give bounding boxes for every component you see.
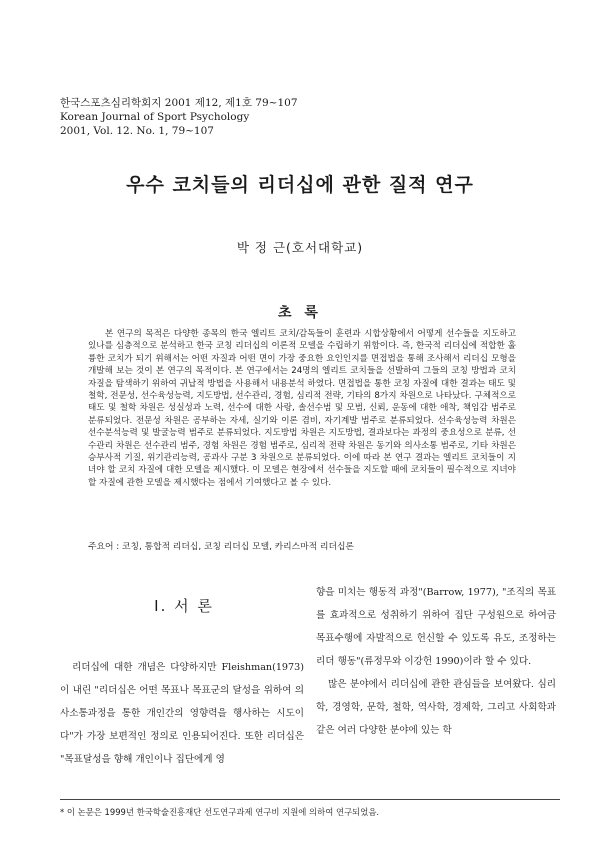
journal-line-english: Korean Journal of Sport Psychology <box>60 111 250 123</box>
left-column <box>60 656 304 771</box>
journal-line-korean: 한국스포츠심리학회지 2001 제12, 제1호 79~107 <box>60 97 298 109</box>
abstract-heading: 초 록 <box>278 305 322 321</box>
footnote-divider <box>60 799 560 800</box>
journal-header <box>60 96 298 138</box>
intro-paragraph-1-continued: 향을 미치는 행동적 과정"(Barrow, 1977), "조직의 목표를 효과적으로 성취하기 위하여 집단 구성원으로 하여금 목표수행에 자발적으로 헌신할 수 있도록 유도, 조정하는 리더 행동"(류정무와 이강헌 1990)이라 할 수 있다. <box>316 587 556 667</box>
intro-paragraph-1: 리더십에 대한 개념은 다양하지만 Fleishman(1973)이 내린 "리더십은 어떤 목표나 목표군의 달성을 위하여 의사소통과정을 통한 개인간의 영향력을 행사하는 시도이다"가 가장 보편적인 정의로 인용되어진다. 또한 리더십은 "목표달성을 향해 개인이나 집단에게 영 <box>60 662 304 765</box>
right-column <box>316 581 556 742</box>
journal-line-volume: 2001, Vol. 12. No. 1, 79~107 <box>60 125 214 137</box>
abstract-body: 본 연구의 목적은 다양한 종목의 한국 엘리트 코치/감독들이 훈련과 시합상황에서 어떻게 선수들을 지도하고 있나를 심층적으로 분석하고 한국 코칭 리더십의 이론적 모델을 수립하기 위함이다. 즉, 한국적 리더십에 적합한 훌륭한 코치가 되기 위해서는 어떤 자질과 어떤 면이 가장 중요한 요인인지를 면접법을 통해 조사해서 리더십 모형을 개발해 보는 것이 본 연구의 목적이다. 본 연구에서는 24명의 엘리트 코치들을 선발하여 그들의 코칭 방법과 코치 자질을 탐색하기 위하여 귀납적 방법을 사용해서 내용분석 하였다. 면접법을 통한 코칭 자질에 대한 결과는 태도 및 철학, 전문성, 선수육성능력, 지도방법, 선수관리, 경험, 심리적 전략, 기타의 8가지 차원으로 나타났다. 구체적으로 태도 및 철학 차원은 성실성과 노력, 선수에 대한 사랑, 솔선수범 및 모범, 신뢰, 운동에 대한 애착, 책임감 범주로 분류되었다. 전문성 차원은 공부하는 자세, 실기와 이론 겸비, 자기계발 범주로 분류되었다. 선수육성능력 차원은 선수분석능력 및 발굴능력 범주로 분류되었다. 지도방법 차원은 지도방법, 결과보다는 과정의 중요성으로 분류, 선수관리 차원은 선수관리 범주, 경험 차원은 경험 범주로, 심리적 전략 차원은 동기와 의사소통 범주로, 기타 차원은 승부사적 기질, 위기관리능력, 공과사 구분 3 차원으로 분류되었다. 이에 따라 본 연구 결과는 엘리트 코치들이 지녀야 할 코치 자질에 대한 모델을 제시했다. 이 모델은 현장에서 선수들을 지도할 때에 코치들이 필수적으로 지녀야 할 자질에 관한 모델을 제시했다는 점에서 기여했다고 볼 수 있다. <box>88 329 516 488</box>
keywords: 주요어 : 코칭, 통합적 리더십, 코칭 리더십 모델, 카리스마적 리더십론 <box>88 542 354 552</box>
footnote: * 이 논문은 1999년 한국학술진흥재단 선도연구과제 연구비 지원에 의하여 연구되었음. <box>60 807 380 817</box>
section-heading-introduction: Ⅰ. 서 론 <box>154 597 214 615</box>
intro-paragraph-2: 많은 분야에서 리더십에 관한 관심들을 보여왔다. 심리학, 경영학, 문학, 철학, 역사학, 경제학, 그리고 사회학과 같은 여러 다양한 분야에 있는 학 <box>316 679 556 736</box>
author-affiliation: 박 정 근(호서대학교) <box>236 240 364 255</box>
paper-title: 우수 코치들의 리더십에 관한 질적 연구 <box>126 174 474 196</box>
